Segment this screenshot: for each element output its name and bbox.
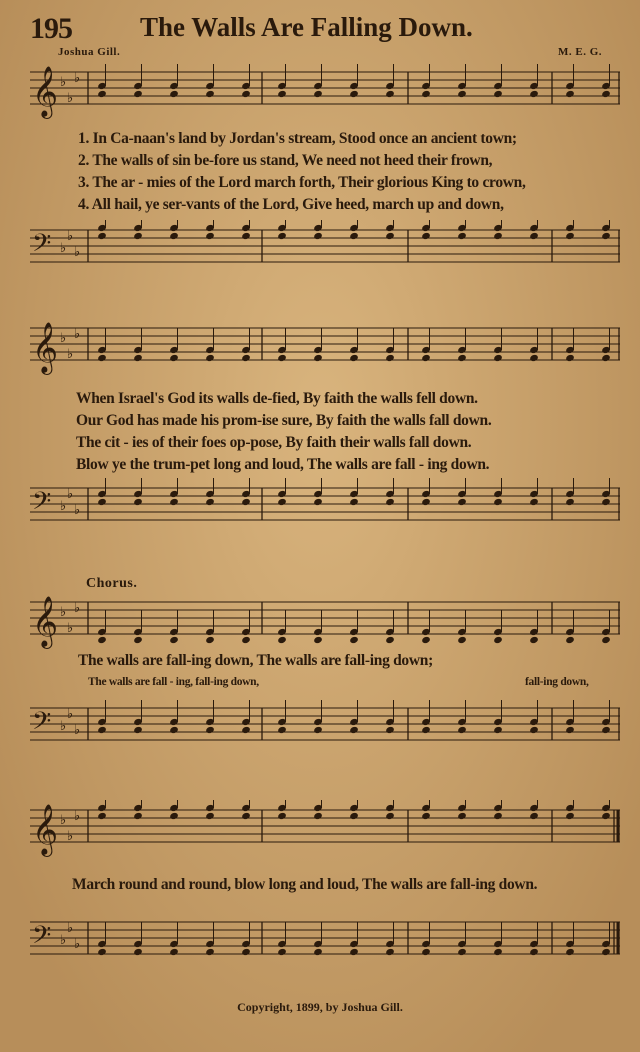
staff-system-1-treble (30, 62, 620, 122)
svg-text:𝄢: 𝄢 (32, 487, 52, 522)
svg-text:♭: ♭ (67, 486, 74, 501)
svg-text:𝄞: 𝄞 (32, 66, 59, 117)
svg-text:♭: ♭ (67, 620, 74, 635)
hymn-number: 195 (30, 12, 72, 45)
svg-text:♭: ♭ (74, 936, 81, 951)
lyricist-credit: M. E. G. (557, 46, 602, 58)
verse-4-line-2: Blow ye the trum-pet long and loud, The walls are fall - ing down. (76, 456, 490, 473)
svg-text:♭: ♭ (67, 228, 74, 243)
copyright-notice: Copyright, 1899, by Joshua Gill. (237, 1000, 403, 1014)
staff-system-4-bass (30, 912, 620, 972)
svg-text:𝄢: 𝄢 (32, 707, 52, 742)
svg-text:♭: ♭ (74, 808, 81, 823)
chorus-label: Chorus. (86, 576, 138, 591)
svg-text:♭: ♭ (67, 346, 74, 361)
svg-text:♭: ♭ (60, 240, 67, 255)
svg-text:♭: ♭ (60, 932, 67, 947)
staff-system-2-bass (30, 478, 620, 538)
staff-system-4-treble (30, 800, 620, 860)
verse-2-line-1: 2. The walls of sin be-fore us stand, We need not heed their frown, (78, 152, 493, 169)
svg-text:♭: ♭ (60, 74, 67, 89)
verse-1-line-1: 1. In Ca-naan's land by Jordan's stream, Stood once an ancient town; (78, 130, 517, 147)
verse-3-line-1: 3. The ar - mies of the Lord march forth, Their glorious King to crown, (78, 174, 526, 191)
svg-text:♭: ♭ (67, 920, 74, 935)
svg-text:♭: ♭ (60, 718, 67, 733)
chorus-line-1-bass-echo: The walls are fall - ing, fall-ing down, (88, 676, 259, 688)
svg-text:♭: ♭ (60, 604, 67, 619)
verse-1-line-2: When Israel's God its walls de-fied, By faith the walls fell down. (76, 390, 478, 407)
chorus-line-2: March round and round, blow long and loud, The walls are fall-ing down. (72, 876, 538, 893)
svg-text:♭: ♭ (74, 600, 81, 615)
svg-text:𝄢: 𝄢 (32, 229, 52, 264)
svg-text:♭: ♭ (74, 502, 81, 517)
hymn-title: The Walls Are Falling Down. (140, 12, 473, 42)
svg-text:♭: ♭ (67, 90, 74, 105)
svg-text:♭: ♭ (60, 498, 67, 513)
svg-text:♭: ♭ (74, 722, 81, 737)
chorus-line-1: The walls are fall-ing down, The walls are fall-ing down; (78, 652, 433, 669)
verse-3-line-2: The cit - ies of their foes op-pose, By faith their walls fall down. (76, 434, 472, 451)
staff-system-1-bass (30, 220, 620, 280)
svg-text:♭: ♭ (74, 326, 81, 341)
svg-text:♭: ♭ (67, 706, 74, 721)
svg-text:𝄢: 𝄢 (32, 921, 52, 956)
svg-text:♭: ♭ (67, 828, 74, 843)
composer-credit: Joshua Gill. (58, 46, 121, 58)
verse-4-line-1: 4. All hail, ye ser-vants of the Lord, Give heed, march up and down, (78, 196, 504, 213)
svg-text:𝄞: 𝄞 (32, 596, 59, 647)
staff-system-3-treble (30, 592, 620, 652)
staff-system-2-treble (30, 318, 620, 378)
svg-text:♭: ♭ (74, 70, 81, 85)
svg-text:𝄞: 𝄞 (32, 804, 59, 855)
svg-text:𝄞: 𝄞 (32, 322, 59, 373)
svg-text:♭: ♭ (74, 244, 81, 259)
svg-text:♭: ♭ (60, 812, 67, 827)
staff-system-3-bass (30, 698, 620, 758)
verse-2-line-2: Our God has made his prom-ise sure, By faith the walls fall down. (76, 412, 492, 429)
svg-text:♭: ♭ (60, 330, 67, 345)
chorus-line-1-bass-echo-end: fall-ing down, (525, 676, 589, 688)
